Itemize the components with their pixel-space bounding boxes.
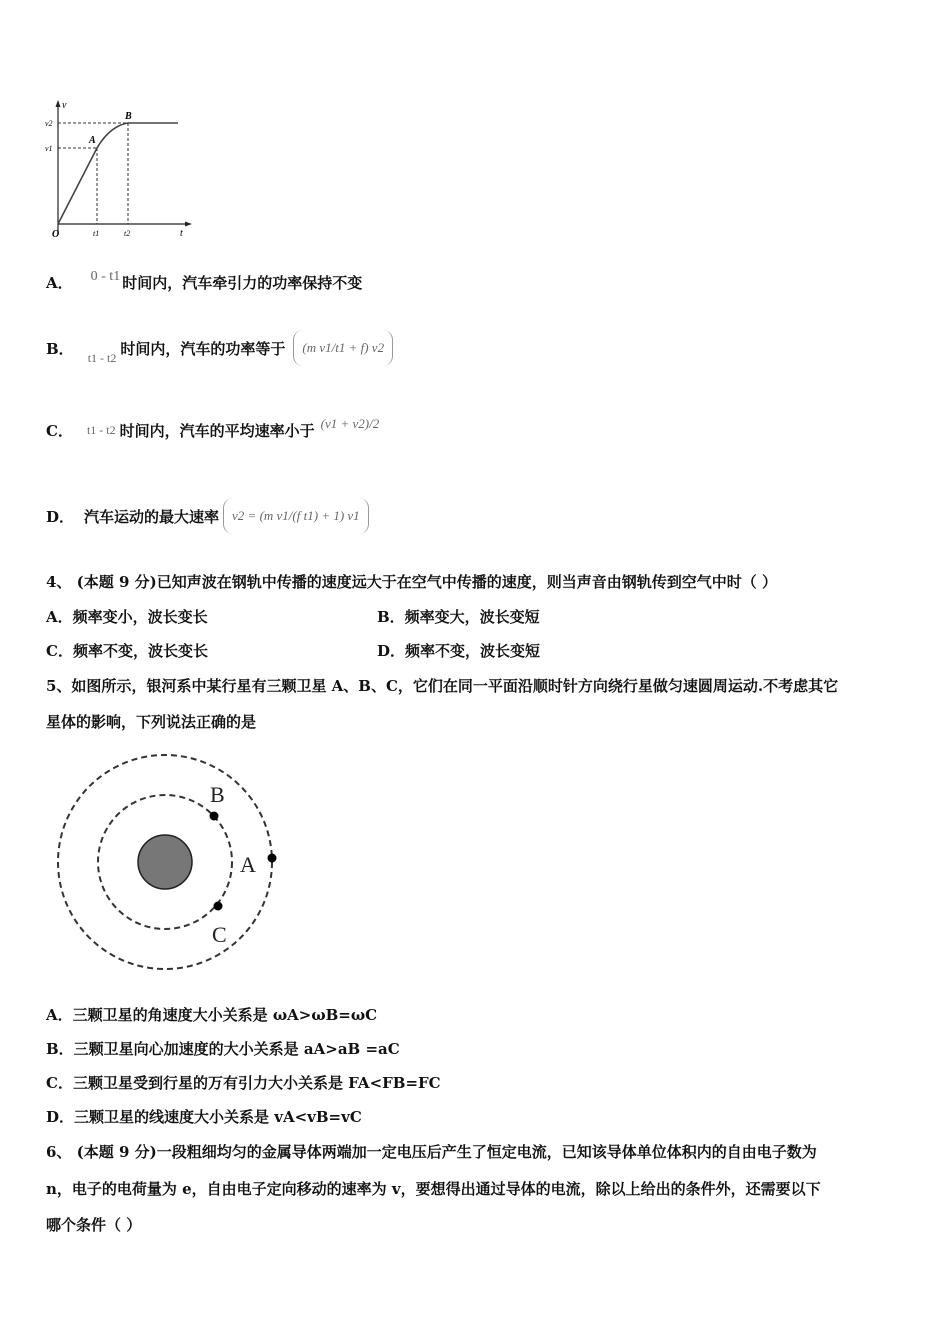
q5-option-d: D．三颗卫星的线速度大小关系是 vA<vB=vC xyxy=(46,1108,362,1126)
x-axis-arrow xyxy=(185,222,192,227)
q3-opt-c-formula: (v1 + v2)/2 xyxy=(320,416,380,431)
q3-opt-c-label: C． xyxy=(46,421,73,440)
label-a: A xyxy=(240,852,256,877)
axis-y-label: v xyxy=(62,100,67,111)
q4-option-a: A．频率变小，波长变长 xyxy=(46,608,208,626)
velocity-curve xyxy=(58,123,178,224)
satellite-c xyxy=(214,902,223,911)
q3-opt-d-formula: v2 = (m v1/(f t1) + 1) v1 xyxy=(223,498,369,534)
q5-option-b: B．三颗卫星向心加速度的大小关系是 aA>aB =aC xyxy=(46,1040,400,1058)
origin-label: O xyxy=(52,229,60,240)
q4-option-c: C．频率不变，波长变长 xyxy=(46,642,208,660)
q3-opt-b-text: 时间内，汽车的功率等于 xyxy=(120,339,286,358)
t1-label: t1 xyxy=(93,229,100,238)
q6-line3: 哪个条件（ ） xyxy=(46,1216,142,1234)
q6-line1: 6、 (本题 9 分)一段粗细均匀的金属导体两端加一定电压后产生了恒定电流，已知该导体单位体积内的自由电子数为 xyxy=(46,1143,817,1161)
point-a-label: A xyxy=(89,135,96,146)
q3-option-a xyxy=(46,269,363,293)
q5-option-a: A．三颗卫星的角速度大小关系是 ωA>ωB=ωC xyxy=(46,1006,378,1024)
t2-label: t2 xyxy=(124,229,131,238)
q3-opt-d-label: D． xyxy=(46,507,75,526)
q3-opt-b-formula: (m v1/t1 + f) v2 xyxy=(293,330,393,366)
q3-opt-c-math: t1 - t2 xyxy=(86,422,116,437)
q5-option-c: C．三颗卫星受到行星的万有引力大小关系是 FA<FB=FC xyxy=(46,1074,441,1092)
y-axis-arrow xyxy=(56,100,61,107)
q3-option-c xyxy=(46,402,379,458)
satellite-a xyxy=(268,854,277,863)
q3-opt-b-label: B． xyxy=(46,339,74,358)
q5-stem-line1: 5、如图所示，银河系中某行星有三颗卫星 A、B、C，它们在同一平面沿顺时针方向绕行星做匀速圆周运动.不考虑其它 xyxy=(46,677,839,695)
planet xyxy=(138,835,192,889)
point-b-label: B xyxy=(125,111,132,122)
orbit-figure xyxy=(50,750,290,980)
q5-stem-line2: 星体的影响，下列说法正确的是 xyxy=(46,713,257,731)
q3-opt-a-text: 时间内，汽车牵引力的功率保持不变 xyxy=(122,274,363,292)
q3-opt-a-math: 0 - t1 xyxy=(90,269,121,284)
q3-option-b xyxy=(46,320,393,376)
q3-opt-c-text: 时间内，汽车的平均速率小于 xyxy=(119,421,315,440)
v2-label: v2 xyxy=(45,119,53,128)
q4-option-b: B．频率变大，波长变短 xyxy=(377,608,540,626)
q6-line2: n，电子的电荷量为 e，自由电子定向移动的速率为 v，要想得出通过导体的电流，除以上给出的条件外，还需要以下 xyxy=(46,1180,821,1198)
label-b: B xyxy=(210,782,225,807)
q4-stem: 4、 (本题 9 分)已知声波在钢轨中传播的速度远大于在空气中传播的速度，则当声音由钢轨传到空气中时（ ） xyxy=(46,573,777,591)
q3-opt-b-math: t1 - t2 xyxy=(87,350,117,365)
q3-opt-d-text: 汽车运动的最大速率 xyxy=(84,507,220,526)
axis-x-label: t xyxy=(180,228,183,239)
q3-opt-a-label: A． xyxy=(46,274,73,292)
q4-option-d: D．频率不变，波长变短 xyxy=(377,642,541,660)
satellite-b xyxy=(210,812,219,821)
vt-graph xyxy=(40,96,200,246)
q3-option-d xyxy=(46,488,369,544)
v1-label: v1 xyxy=(45,144,53,153)
label-c: C xyxy=(212,922,227,947)
